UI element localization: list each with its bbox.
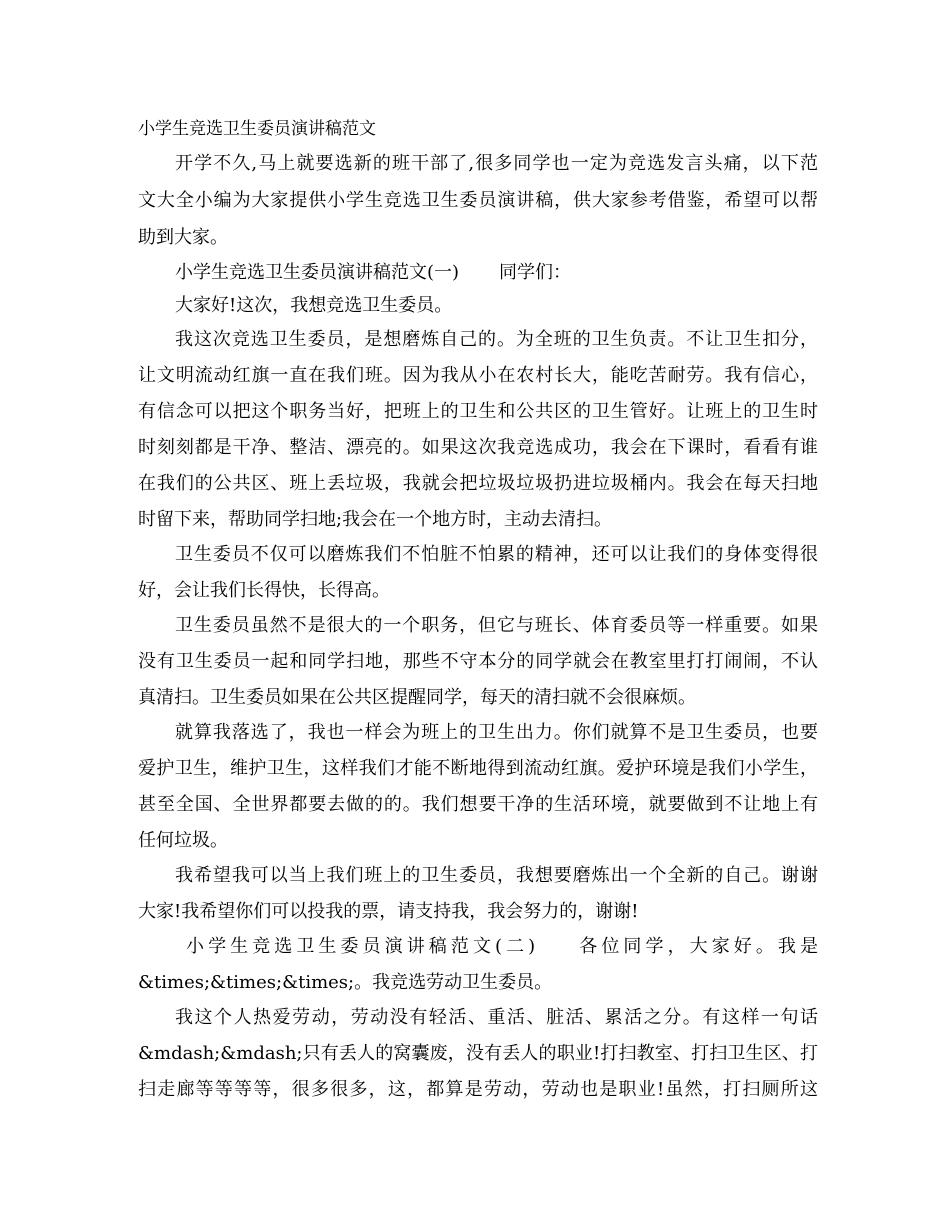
paragraph-line: 时刻刻都是干净、整洁、漂亮的。如果这次我竞选成功，我会在下课时，看看有谁 <box>138 437 818 458</box>
paragraph-line: &times;&times;&times;。我竞选劳动卫生委员。 <box>138 972 553 993</box>
section-heading: 小学生竞选卫生委员演讲稿范文(二) <box>186 936 536 957</box>
paragraph-line: 甚至全国、全世界都要去做的的。我们想要干净的生活环境，就要做到不让地上有 <box>138 794 818 815</box>
paragraph-line: 扫走廊等等等等，很多很多，这，都算是劳动，劳动也是职业!虽然，打扫厕所这 <box>138 1079 818 1100</box>
section-heading: 小学生竞选卫生委员演讲稿范文(一) <box>175 262 460 283</box>
paragraph-line: 我这个人热爱劳动，劳动没有轻活、重活、脏活、累活之分。有这样一句话 <box>175 1007 818 1028</box>
paragraph-line: 大家!我希望你们可以投我的票，请支持我，我会努力的，谢谢! <box>138 901 639 922</box>
paragraph-line: &mdash;&mdash;只有丢人的窝囊废，没有丢人的职业!打扫教室、打扫卫生区、打 <box>138 1043 818 1064</box>
paragraph-line: 在我们的公共区、班上丢垃圾，我就会把垃圾垃圾扔进垃圾桶内。我会在每天扫地 <box>138 473 818 494</box>
paragraph-line: 有信念可以把这个职务当好，把班上的卫生和公共区的卫生管好。让班上的卫生时 <box>138 401 818 422</box>
section-heading-line <box>175 261 818 285</box>
paragraph-line: 让文明流动红旗一直在我们班。因为我从小在农村长大，能吃苦耐劳。我有信心， <box>138 365 818 386</box>
paragraph-line: 我这次竞选卫生委员，是想磨炼自己的。为全班的卫生负责。不让卫生扣分， <box>175 329 818 350</box>
paragraph-line: 卫生委员不仅可以磨炼我们不怕脏不怕累的精神，还可以让我们的身体变得很 <box>175 544 818 565</box>
document-title: 小学生竞选卫生委员演讲稿范文 <box>138 119 376 139</box>
paragraph-line: 时留下来，帮助同学扫地;我会在一个地方时，主动去清扫。 <box>138 509 613 530</box>
paragraph-line: 我希望我可以当上我们班上的卫生委员，我想要磨炼出一个全新的自己。谢谢 <box>175 865 818 886</box>
paragraph-line: 大家好!这次，我想竞选卫生委员。 <box>175 295 453 316</box>
paragraph-line: 就算我落选了，我也一样会为班上的卫生出力。你们就算不是卫生委员，也要 <box>175 722 818 743</box>
paragraph-line: 助到大家。 <box>138 227 228 248</box>
paragraph-line: 开学不久,马上就要选新的班干部了,很多同学也一定为竞选发言头痛，以下范 <box>175 153 818 174</box>
paragraph-line: 卫生委员虽然不是很大的一个职务，但它与班长、体育委员等一样重要。如果 <box>175 615 818 636</box>
paragraph-line: 好，会让我们长得快，长得高。 <box>138 580 390 601</box>
paragraph-line: 任何垃圾。 <box>138 830 228 851</box>
paragraph-line: 文大全小编为大家提供小学生竞选卫生委员演讲稿，供大家参考借鉴，希望可以帮 <box>138 190 818 211</box>
paragraph-line: 没有卫生委员一起和同学扫地，那些不守本分的同学就会在教室里打打闹闹，不认 <box>138 651 818 672</box>
greeting: 同学们： <box>499 262 572 283</box>
paragraph-line: 爱护卫生，维护卫生，这样我们才能不断地得到流动红旗。爱护环境是我们小学生， <box>138 758 818 779</box>
paragraph-line: 真清扫。卫生委员如果在公共区提醒同学，每天的清扫就不会很麻烦。 <box>138 687 696 708</box>
section-heading-line <box>186 935 818 959</box>
greeting: 各位同学，大家好。我是 <box>575 936 818 957</box>
